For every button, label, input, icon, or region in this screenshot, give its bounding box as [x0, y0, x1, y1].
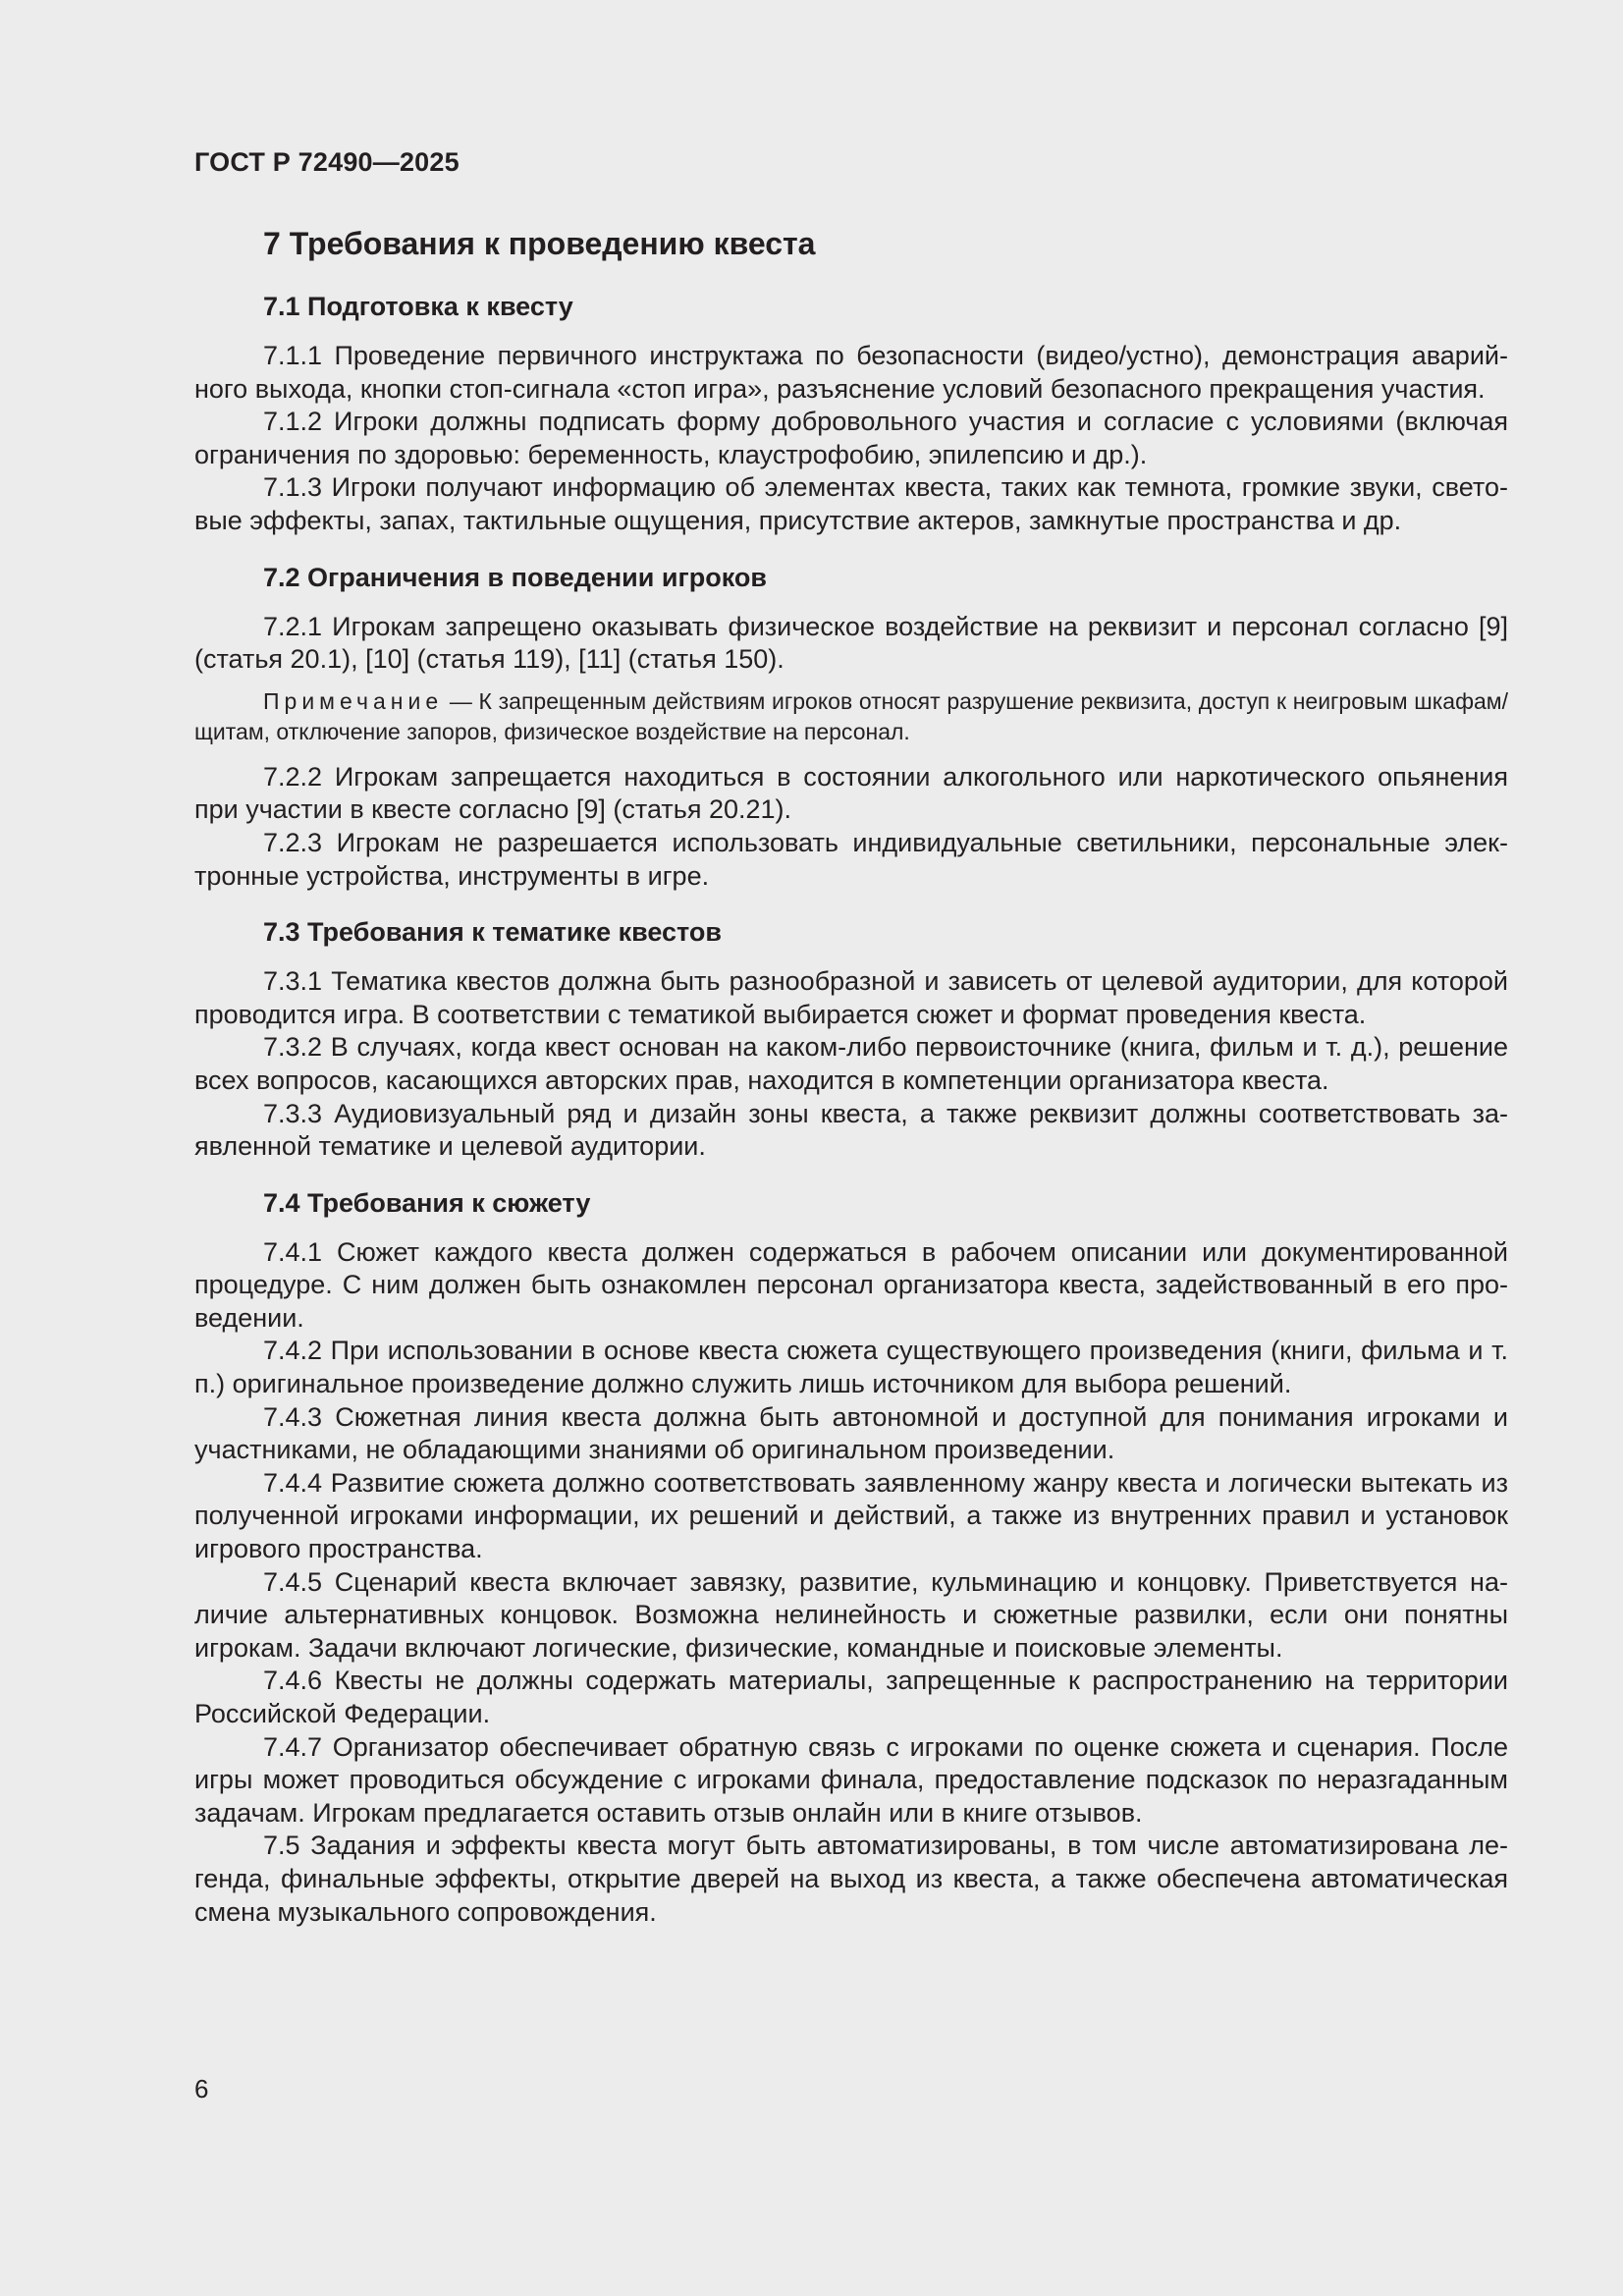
- subsection-title-7-3: 7.3 Требования к тематике квестов: [263, 917, 723, 948]
- paragraph-7-4-4: 7.4.4 Развитие сюжета должно соответствовать заявленному жанру квеста и логически вытекать из полученной игроками информации, их решений и действий, а также из внутренних правил и установок игрового пространства.: [194, 1467, 1508, 1564]
- paragraph-7-4-6: 7.4.6 Квесты не должны содержать материалы, запрещенные к распространению на территории Российской Федерации.: [194, 1666, 1508, 1728]
- paragraph-7-1-1: 7.1.1 Проведение первичного инструктажа по безопасности (видео/устно), демонстрация аварийного выхода, кнопки стоп-сигнала «стоп игра», разъяснение условий безопасного прекращения участия.: [194, 341, 1508, 404]
- paragraph-7-3-3: 7.3.3 Аудиовизуальный ряд и дизайн зоны квеста, а также реквизит должны соответствовать заявленной тематике и целевой аудитории.: [194, 1098, 1508, 1162]
- subsection-title-7-2: 7.2 Ограничения в поведении игроков: [263, 562, 767, 592]
- document-body: [194, 222, 1508, 1929]
- subsection-title-7-4: 7.4 Требования к сюжету: [263, 1187, 591, 1218]
- paragraph-7-4-7: 7.4.7 Организатор обеспечивает обратную связь с игроками по оценке сюжета и сценария. После игры может проводиться обсуждение с игроками финала, предоставление подсказок по неразгаданным задачам. Игрокам предлагается оставить отзыв онлайн или в книге отзывов.: [194, 1731, 1508, 1828]
- paragraph-7-2-2: 7.2.2 Игрокам запрещается находиться в состоянии алкогольного или наркотического опьянения при участии в квесте согласно [9] (статья 20.21).: [194, 761, 1508, 825]
- note-label: Примечание: [263, 687, 444, 714]
- document-header: ГОСТ Р 72490—2025: [194, 147, 460, 177]
- paragraph-7-5: 7.5 Задания и эффекты квеста могут быть автоматизированы, в том числе автоматизирована легенда, финальные эффекты, открытие дверей на выход из квеста, а также обеспечена автоматическая смена музыкального сопровождения.: [194, 1831, 1508, 1927]
- paragraph-7-3-2: 7.3.2 В случаях, когда квест основан на каком-либо первоисточнике (книга, фильм и т. д.), решение всех вопросов, касающихся авторских прав, находится в компетенции организатора квеста.: [194, 1032, 1508, 1095]
- page-number: 6: [194, 2074, 209, 2104]
- note: [194, 686, 1508, 747]
- paragraph-7-2-3: 7.2.3 Игрокам не разрешается использовать индивидуальные светильники, персональные электронные устройства, инструменты в игре.: [194, 827, 1508, 891]
- paragraph-7-3-1: 7.3.1 Тематика квестов должна быть разнообразной и зависеть от целевой аудитории, для которой проводится игра. В соответствии с тематикой выбирается сюжет и формат проведения квеста.: [194, 966, 1508, 1029]
- paragraph-7-4-5: 7.4.5 Сценарий квеста включает завязку, развитие, кульминацию и концовку. Приветствуется наличие альтернативных концовок. Возможна нелинейность и сюжетные развилки, если они понятны игрокам. Задачи включают логические, физические, командные и поисковые элементы.: [194, 1566, 1508, 1663]
- paragraph-7-1-2: 7.1.2 Игроки должны подписать форму добровольного участия и согласие с условиями (включая ограничения по здоровью: беременность, клаустрофобию, эпилепсию и др.).: [194, 407, 1508, 469]
- paragraph-7-1-3: 7.1.3 Игроки получают информацию об элементах квеста, таких как темнота, громкие звуки, световые эффекты, запах, тактильные ощущения, присутствие актеров, замкнутые пространства и др.: [194, 472, 1508, 535]
- note-text: — К запрещенным действиям игроков относят разрушение реквизита, доступ к неигровым шкафам/щитам, отключение запоров, физическое воздействие на персонал.: [194, 687, 1508, 744]
- paragraph-7-4-1: 7.4.1 Сюжет каждого квеста должен содержаться в рабочем описании или документированной процедуре. С ним должен быть ознакомлен персонал организатора квеста, задействованный в его проведении.: [194, 1236, 1508, 1333]
- section-title: 7 Требования к проведению квеста: [263, 226, 816, 261]
- subsection-title-7-1: 7.1 Подготовка к квесту: [263, 292, 573, 321]
- paragraph-7-4-2: 7.4.2 При использовании в основе квеста сюжета существующего произведения (книги, фильма и т. п.) оригинальное произведение должно служить лишь источником для выбора решений.: [194, 1336, 1508, 1399]
- paragraph-7-2-1: 7.2.1 Игрокам запрещено оказывать физическое воздействие на реквизит и персонал согласно [9] (статья 20.1), [10] (статья 119), [11] (статья 150).: [194, 611, 1508, 675]
- paragraph-7-4-3: 7.4.3 Сюжетная линия квеста должна быть автономной и доступной для понимания игроками и участниками, не обладающими знаниями об оригинальном произведении.: [194, 1401, 1508, 1465]
